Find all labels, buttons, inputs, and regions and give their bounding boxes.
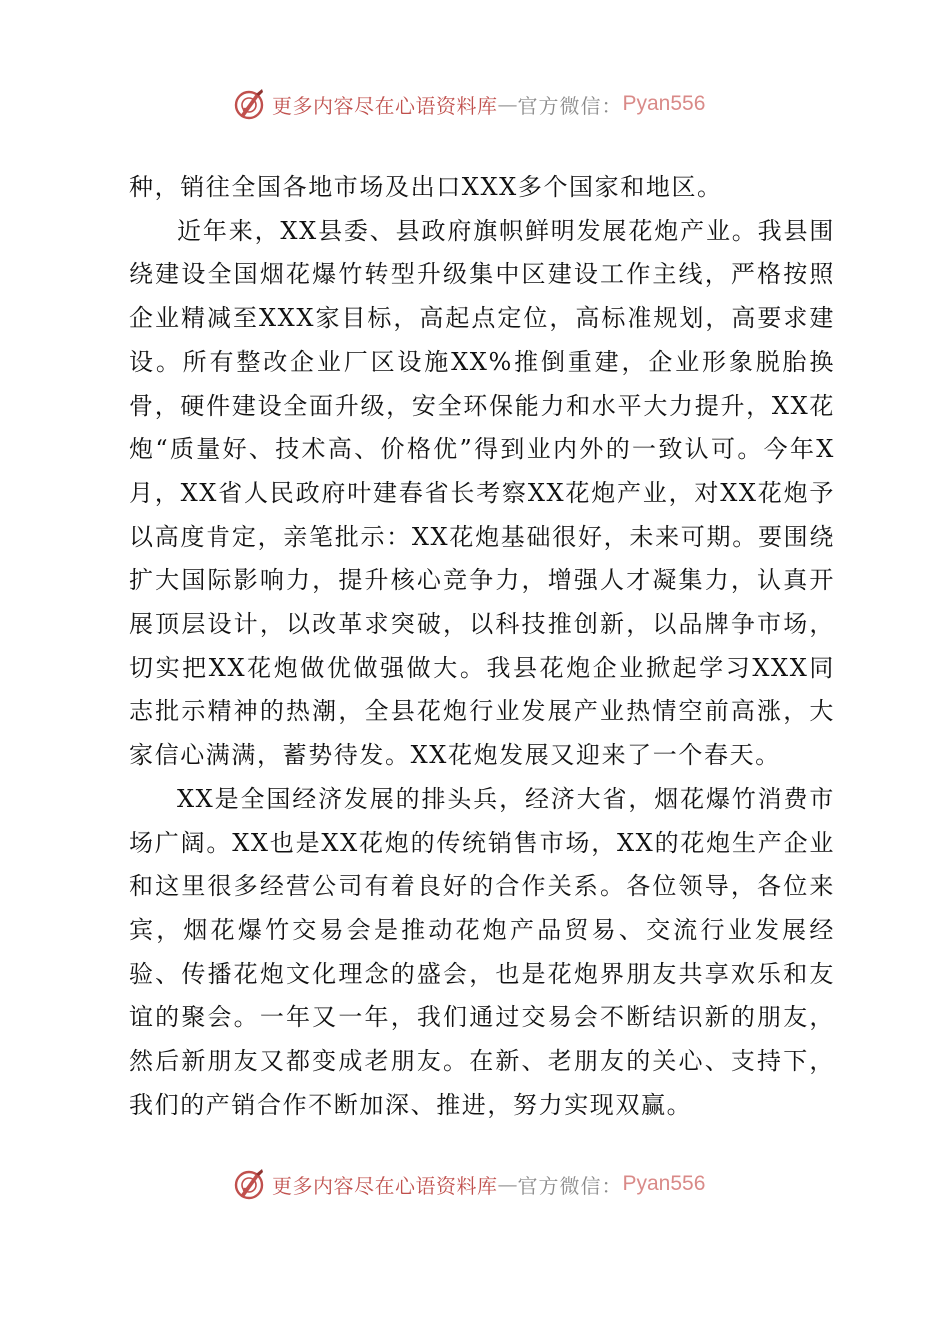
footer-banner-separator: — <box>497 1172 518 1196</box>
header-banner <box>232 84 752 124</box>
document-body <box>129 166 835 1127</box>
paragraph-2: 近年来，XX县委、县政府旗帜鲜明发展花炮产业。我县围绕建设全国烟花爆竹转型升级集中区建设工作主线，严格按照企业精减至XXX家目标，高起点定位，高标准规划，高要求建设。所有整改企业厂区设施XX%推倒重建，企业形象脱胎换骨，硬件建设全面升级，安全环保能力和水平大力提升，XX花炮“质量好、技术高、价格优”得到业内外的一致认可。今年X月，XX省人民政府叶建春省长考察XX花炮产业，对XX花炮予以高度肯定，亲笔批示：XX花炮基础很好，未来可期。要围绕扩大国际影响力，提升核心竞争力，增强人才凝集力，认真开展顶层设计，以改革求突破，以科技推创新，以品牌争市场，切实把XX花炮做优做强做大。我县花炮企业掀起学习XXX同志批示精神的热潮，全县花炮行业发展产业热情空前高涨，大家信心满满，蓄势待发。XX花炮发展又迎来了一个春天。 <box>129 216 835 770</box>
banner-separator: — <box>497 92 518 116</box>
paragraph-3: XX是全国经济发展的排头兵，经济大省，烟花爆竹消费市场广阔。XX也是XX花炮的传统销售市场，XX的花炮生产企业和这里很多经营公司有着良好的合作关系。各位领导，各位来宾，烟花爆竹交易会是推动花炮产品贸易、交流行业发展经验、传播花炮文化理念的盛会，也是花炮界朋友共享欢乐和友谊的聚会。一年又一年，我们通过交易会不断结识新的朋友，然后新朋友又都变成老朋友。在新、老朋友的关心、支持下，我们的产销合作不断加深、推进，努力实现双赢。 <box>129 784 835 1119</box>
footer-banner <box>232 1164 752 1204</box>
footer-banner-wechat-id: Pyan556 <box>622 1172 706 1195</box>
banner-title: 更多内容尽在心语资料库 <box>272 93 498 118</box>
brush-logo-icon <box>232 86 268 122</box>
banner-wechat-label: 官方微信： <box>517 93 623 118</box>
footer-banner-wechat-label: 官方微信： <box>517 1173 623 1198</box>
paragraph-1: 种，销往全国各地市场及出口XXX多个国家和地区。 <box>129 173 723 201</box>
footer-banner-title: 更多内容尽在心语资料库 <box>272 1173 498 1198</box>
brush-logo-icon <box>232 1166 268 1202</box>
banner-wechat-id: Pyan556 <box>622 92 706 115</box>
